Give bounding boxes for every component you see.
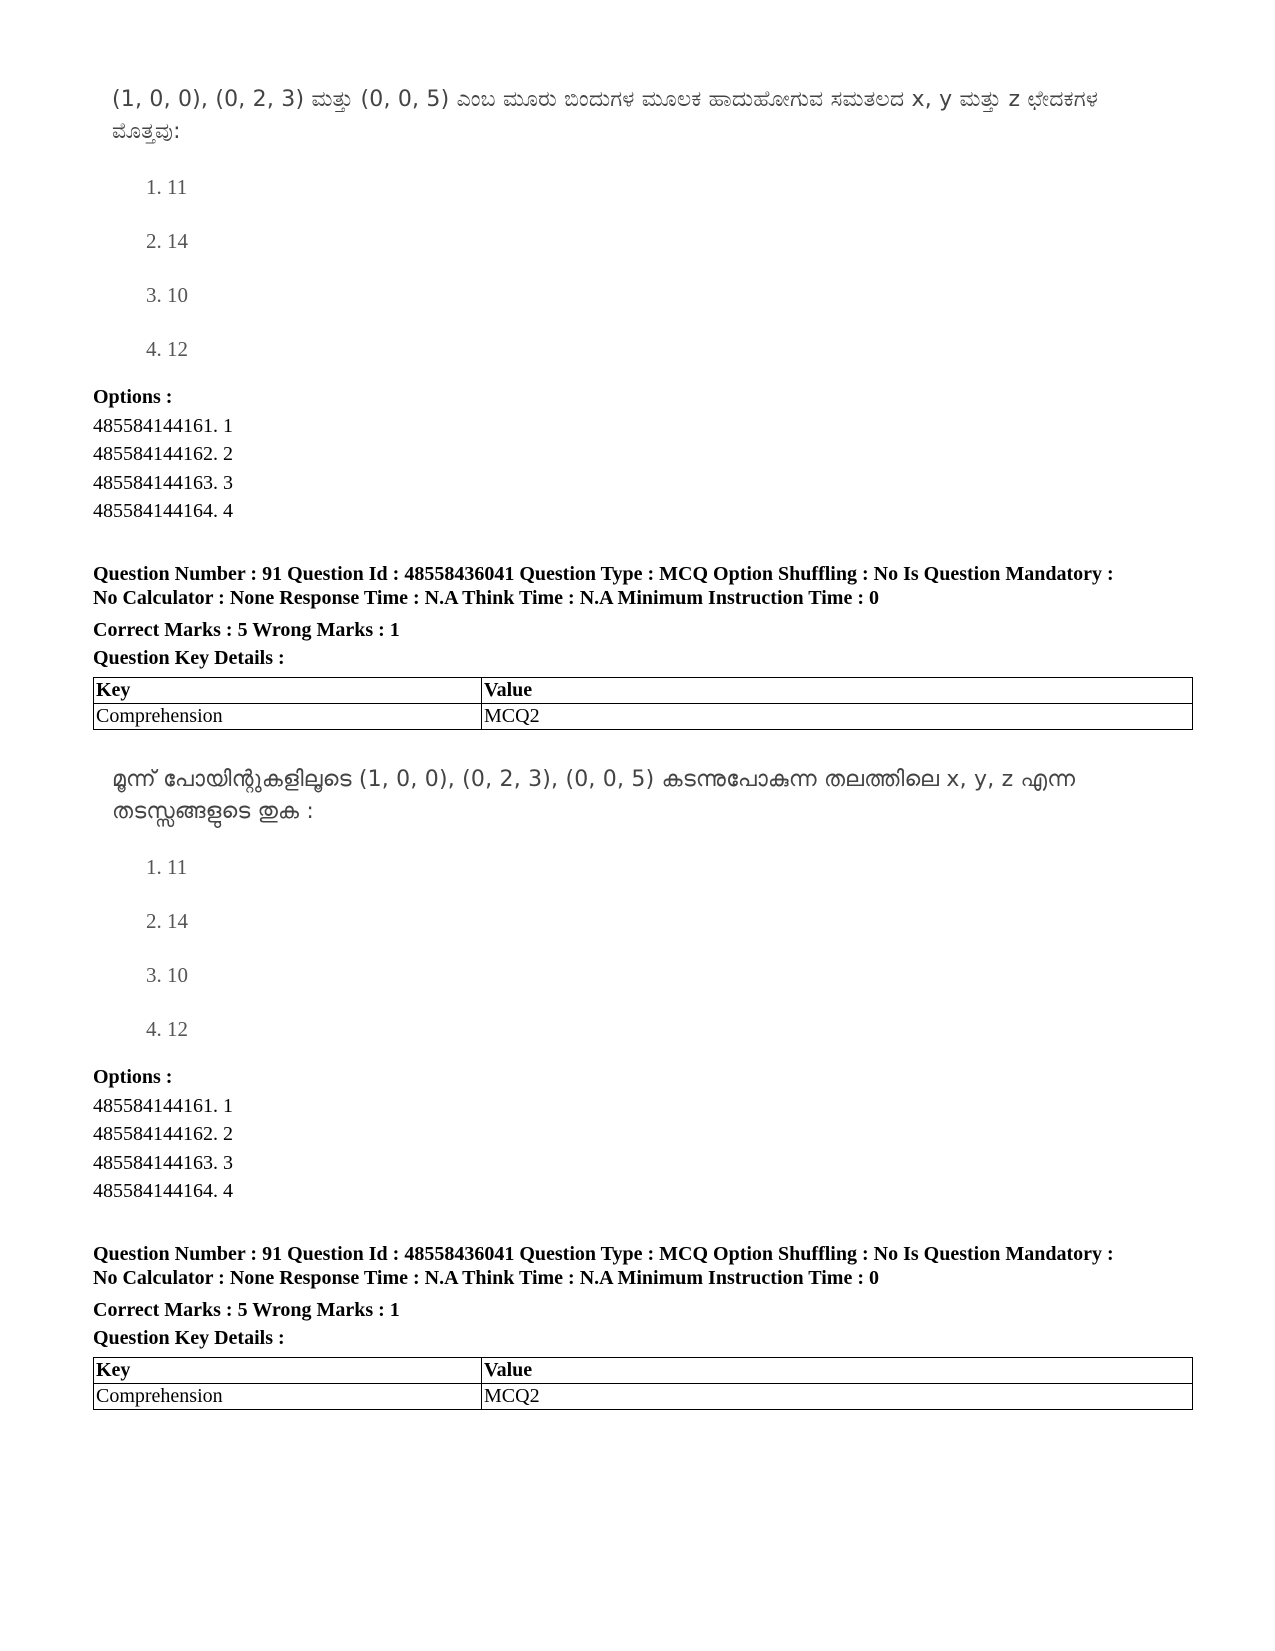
question-text: മൂന്ന് പോയിന്റുകളിലൂടെ (1, 0, 0), (0, 2, 3), (0, 0, 5) കടന്നുപോകുന്ന തലത്തിലെ x, y, z എന്ന തടസ്സങ്ങളുടെ തുക : — [112, 767, 1076, 824]
options-list — [93, 1063, 233, 1206]
table-row — [94, 704, 1193, 730]
option-item: 485584144163. 3 — [93, 1151, 233, 1174]
option-item: 485584144162. 2 — [93, 1123, 233, 1145]
choice-item: 1. 11 — [146, 855, 188, 879]
options-label: Options : — [93, 386, 173, 408]
option-item: 485584144162. 2 — [93, 443, 233, 465]
choice-item: 4. 12 — [146, 337, 188, 361]
marks-line: Correct Marks : 5 Wrong Marks : 1 — [93, 1299, 400, 1321]
table-cell: Comprehension — [94, 704, 482, 730]
question-image-malayalam — [112, 764, 1112, 1056]
table-cell: MCQ2 — [482, 704, 1193, 730]
choice-item: 4. 12 — [146, 1017, 188, 1041]
choice-item: 2. 14 — [146, 909, 188, 933]
choice-item: 3. 10 — [146, 963, 188, 987]
key-value-table — [93, 1357, 1193, 1410]
option-item: 485584144161. 1 — [93, 414, 233, 437]
table-header-cell: Value — [482, 1358, 1193, 1384]
meta-line: Question Number : 91 Question Id : 48558436041 Question Type : MCQ Option Shuffling : No Is Question Mandatory : — [93, 1243, 1114, 1265]
key-value-table — [93, 677, 1193, 730]
options-list — [93, 383, 233, 526]
table-header-cell: Key — [94, 678, 482, 704]
choice-list — [112, 840, 1112, 1056]
choice-item: 3. 10 — [146, 283, 188, 307]
key-details-label: Question Key Details : — [93, 1327, 285, 1349]
table-cell: Comprehension — [94, 1384, 482, 1410]
table-row — [94, 1384, 1193, 1410]
table-header-row — [94, 1358, 1193, 1384]
question-text: (1, 0, 0), (0, 2, 3) ಮತ್ತು (0, 0, 5) ಎಂಬ ಮೂರು ಬಿಂದುಗಳ ಮೂಲಕ ಹಾದುಹೋಗುವ ಸಮತಲದ x, y ಮತ್ತು z ಛೇದಕಗಳ ಮೊತ್ತವು: — [112, 87, 1099, 144]
table-cell: MCQ2 — [482, 1384, 1193, 1410]
choice-list — [112, 160, 1112, 376]
table-header-row — [94, 678, 1193, 704]
option-item: 485584144161. 1 — [93, 1094, 233, 1117]
meta-line: Question Number : 91 Question Id : 48558436041 Question Type : MCQ Option Shuffling : No Is Question Mandatory : — [93, 563, 1114, 585]
question-meta — [93, 1243, 1193, 1352]
question-image-kannada — [112, 84, 1112, 376]
choice-item: 1. 11 — [146, 175, 188, 199]
table-header-cell: Value — [482, 678, 1193, 704]
meta-line: No Calculator : None Response Time : N.A Think Time : N.A Minimum Instruction Time : 0 — [93, 1266, 879, 1289]
option-item: 485584144163. 3 — [93, 471, 233, 494]
options-label: Options : — [93, 1066, 173, 1088]
meta-line: No Calculator : None Response Time : N.A Think Time : N.A Minimum Instruction Time : 0 — [93, 586, 879, 609]
marks-line: Correct Marks : 5 Wrong Marks : 1 — [93, 619, 400, 641]
option-item: 485584144164. 4 — [93, 1180, 233, 1202]
question-meta — [93, 563, 1193, 672]
option-item: 485584144164. 4 — [93, 500, 233, 522]
choice-item: 2. 14 — [146, 229, 188, 253]
table-header-cell: Key — [94, 1358, 482, 1384]
key-details-label: Question Key Details : — [93, 647, 285, 669]
